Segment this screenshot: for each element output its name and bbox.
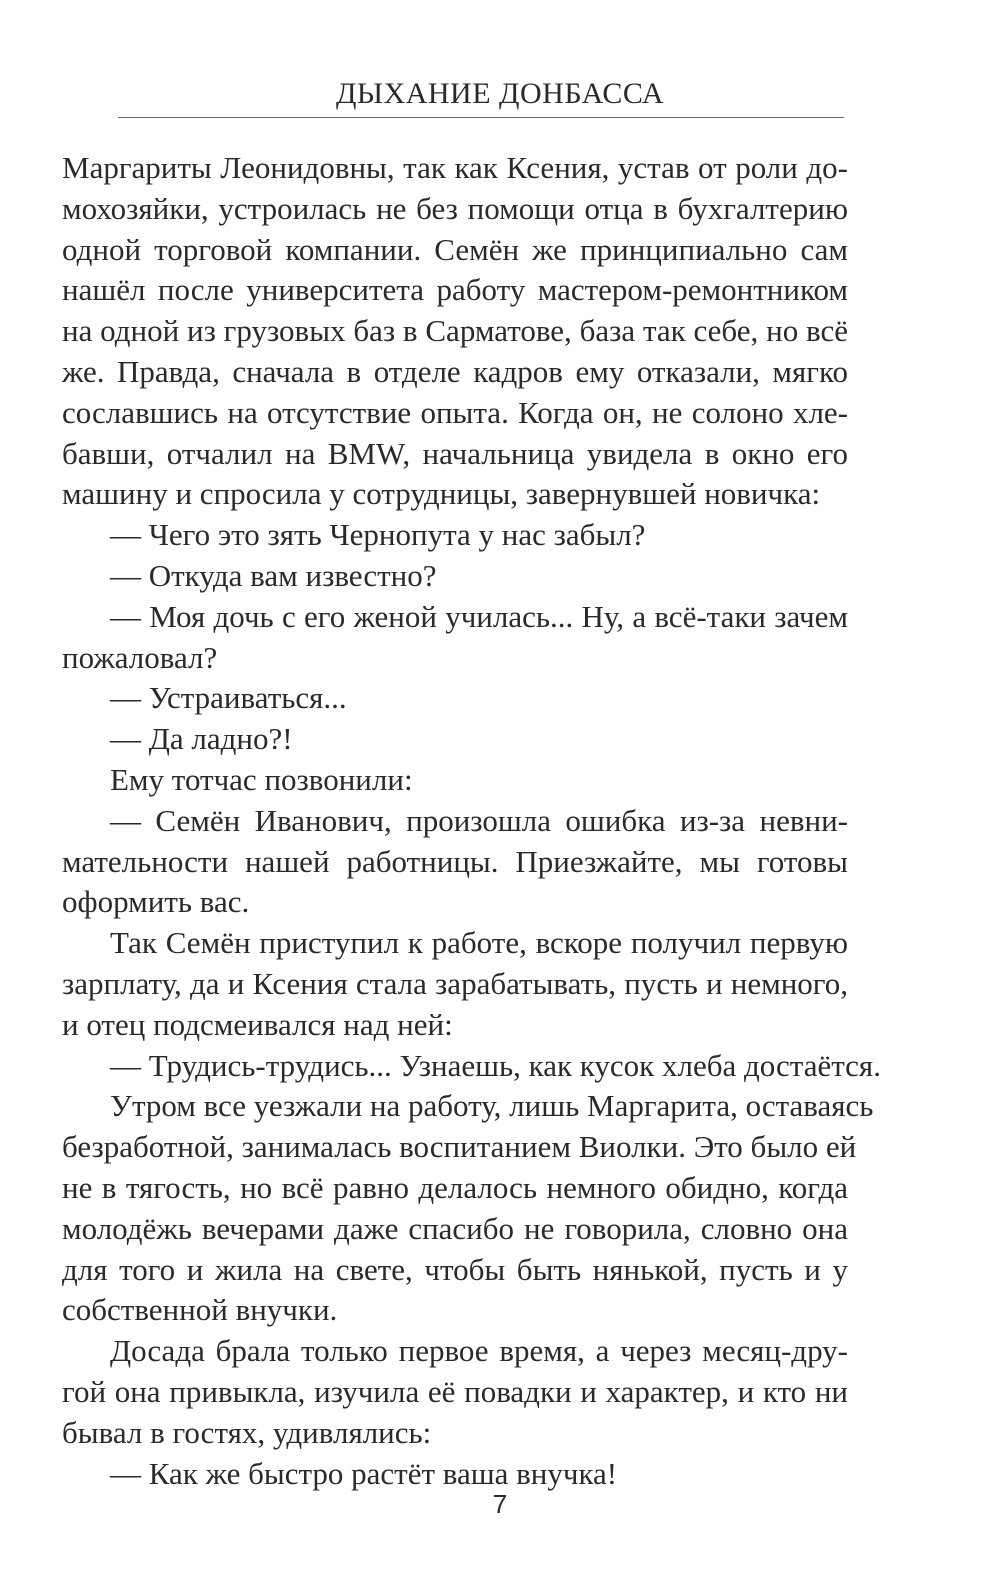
text-line: мохозяйки, устроилась не без помощи отца в бухгалтерию [62,190,848,226]
text-line: Маргариты Леонидовны, так как Ксения, устав от роли до- [62,150,848,185]
dialogue-line: — Откуда вам известно? [110,557,437,593]
text-line: оформить вас. [62,884,250,920]
header-rule [118,117,844,118]
page-number: 7 [492,1489,508,1519]
dialogue-line: — Как же быстро растёт ваша внучка! [110,1455,618,1491]
dialogue-line: — Семён Иванович, произошла ошибка из-за невни- [110,802,848,838]
text-line: нашёл после университета работу мастером-ремонтником [62,272,848,308]
text-line: же. Правда, сначала в отделе кадров ему отказали, мягко [62,353,848,389]
text-line: мательности нашей работницы. Приезжайте, мы готовы [62,843,848,879]
dialogue-line: — Устраиваться... [110,680,347,716]
dialogue-line: — Моя дочь с его женой училась... Ну, а всё-таки зачем [110,598,848,634]
dialogue-line: — Да ладно?! [110,721,293,757]
text-line: не в тягость, но всё равно делалось немного обидно, когда [62,1169,848,1205]
body-text [62,148,881,1494]
text-line: безработной, занималась воспитанием Виолки. Это было ей [62,1129,857,1165]
dialogue-line: — Трудись-трудись... Узнаешь, как кусок хлеба достаётся. [110,1047,881,1083]
text-line: зарплату, да и Ксения стала зарабатывать, пусть и немного, [62,965,848,1001]
dialogue-line: — Чего это зять Чернопута у нас забыл? [110,517,646,553]
text-line: на одной из грузовых баз в Сарматове, база так себе, но всё [62,313,848,349]
paragraph-start: Досада брала только первое время, а через месяц-дру- [110,1333,848,1369]
paragraph-start: Так Семён приступил к работе, вскоре получил первую [110,925,848,961]
text-line: пожаловал? [62,639,218,675]
paragraph-start: Утром все уезжали на работу, лишь Маргарита, оставаясь [110,1088,874,1124]
paragraph-start: Ему тотчас позвонили: [110,761,413,797]
text-line: и отец подсмеивался над ней: [62,1006,453,1042]
text-line: сославшись на отсутствие опыта. Когда он, не солоно хле- [62,394,848,430]
text-line: одной торговой компании. Семён же принципиально сам [62,231,848,267]
text-line: собственной внучки. [62,1292,338,1328]
text-line: бавши, отчалил на BMW, начальница увидела в окно его [62,435,848,471]
text-line: для того и жила на свете, чтобы быть нянькой, пусть и у [62,1251,848,1287]
running-title: ДЫХАНИЕ ДОНБАССА [335,77,665,110]
text-line: бывал в гостях, удивлялись: [62,1414,432,1450]
text-line: машину и спросила у сотрудницы, завернувшей новичка: [62,476,821,512]
text-line: гой она привыкла, изучила её повадки и характер, и кто ни [62,1373,848,1409]
text-line: молодёжь вечерами даже спасибо не говорила, словно она [62,1210,848,1246]
